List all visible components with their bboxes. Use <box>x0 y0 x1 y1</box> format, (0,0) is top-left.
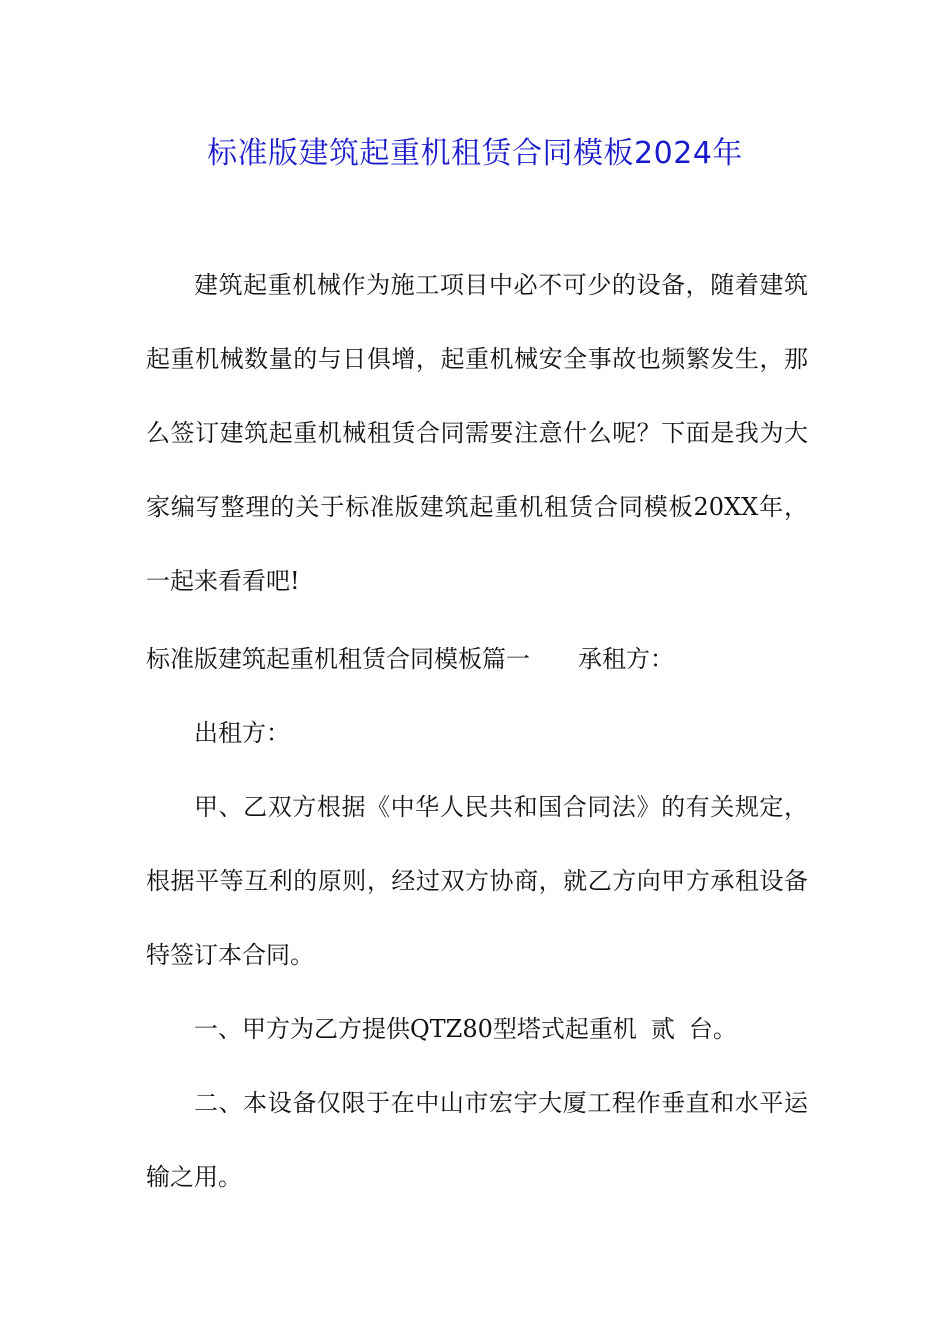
clause-2-paragraph: 二、本设备仅限于在中山市宏宇大厦工程作垂直和水平运输之用。 <box>146 1089 808 1191</box>
clause-1-prefix: 一、甲方为乙方提供QTZ80型塔式起重机 <box>194 1015 637 1043</box>
clause-1-paragraph <box>146 992 808 1066</box>
clause-1-suffix: 台。 <box>688 1015 737 1043</box>
intro-paragraph: 建筑起重机械作为施工项目中必不可少的设备，随着建筑起重机械数量的与日俱增，起重机械安全事故也频繁发生，那么签订建筑起重机械租赁合同需要注意什么呢？下面是我为大家编写整理的关于标准版建筑起重机租赁合同模板20XX年，一起来看看吧! <box>146 271 808 595</box>
lessor-label: 出租方： <box>194 719 290 747</box>
section-heading-paragraph <box>146 622 808 696</box>
section-heading: 标准版建筑起重机租赁合同模板篇一 <box>146 645 530 673</box>
intro-block <box>146 248 808 618</box>
lessor-line <box>146 696 808 770</box>
preamble-block <box>146 770 808 992</box>
lessee-label: 承租方： <box>578 645 674 673</box>
clause-2-block <box>146 1066 808 1214</box>
preamble-paragraph: 甲、乙双方根据《中华人民共和国合同法》的有关规定，根据平等互利的原则，经过双方协商，就乙方向甲方承租设备特签订本合同。 <box>146 793 808 969</box>
document-title: 标准版建筑起重机租赁合同模板2024年 <box>207 136 743 171</box>
clause-1-line <box>146 992 808 1066</box>
section-heading-line <box>146 622 808 696</box>
clause-1-quantity: 贰 <box>650 1015 675 1043</box>
